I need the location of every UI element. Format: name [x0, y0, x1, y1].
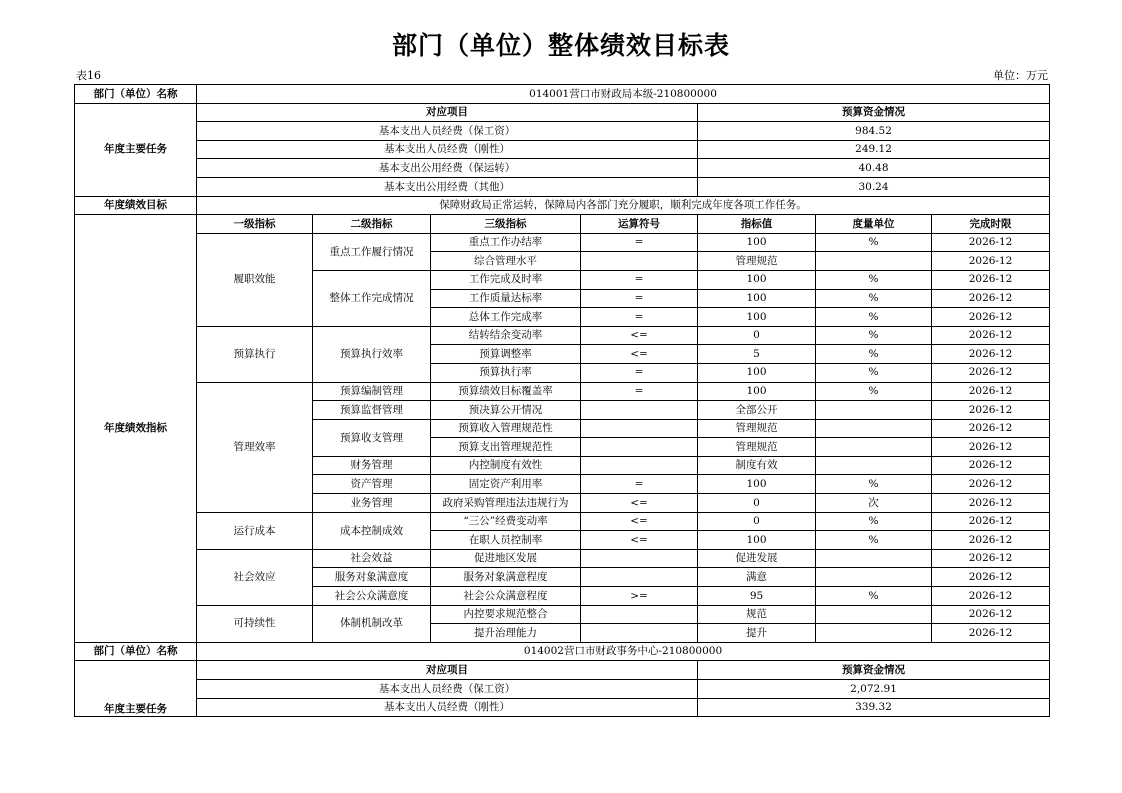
- deadline-cell: 2026-12: [932, 624, 1050, 643]
- tasks-label: 年度主要任务: [75, 661, 197, 717]
- task-amount: 30.24: [698, 177, 1050, 196]
- unit-cell: [816, 568, 932, 587]
- deadline-cell: 2026-12: [932, 549, 1050, 568]
- value-cell: 促进发展: [698, 549, 816, 568]
- task-row: [75, 159, 1050, 178]
- table-number: 表16: [76, 69, 101, 82]
- deadline-cell: 2026-12: [932, 512, 1050, 531]
- level3-cell: 工作质量达标率: [431, 289, 581, 308]
- unit-cell: [816, 401, 932, 420]
- unit-cell: %: [816, 512, 932, 531]
- value-cell: 95: [698, 587, 816, 606]
- indicators-label: 年度绩效指标: [75, 215, 197, 643]
- unit-cell: %: [816, 308, 932, 327]
- level2-cell: 预算执行效率: [313, 326, 431, 382]
- col-header-value: 指标值: [698, 215, 816, 234]
- indicator-row: [75, 549, 1050, 568]
- value-cell: 100: [698, 270, 816, 289]
- level1-cell: 运行成本: [197, 512, 313, 549]
- level3-cell: 总体工作完成率: [431, 308, 581, 327]
- operator-cell: [581, 605, 698, 624]
- level2-cell: 业务管理: [313, 494, 431, 513]
- dept-name: 014001营口市财政局本级-210800000: [197, 85, 1050, 104]
- col-header-unit: 度量单位: [816, 215, 932, 234]
- operator-cell: [581, 252, 698, 271]
- tasks-label: 年度主要任务: [75, 103, 197, 196]
- deadline-cell: 2026-12: [932, 363, 1050, 382]
- operator-cell: =: [581, 289, 698, 308]
- level2-cell: 资产管理: [313, 475, 431, 494]
- deadline-cell: 2026-12: [932, 252, 1050, 271]
- task-row: [75, 177, 1050, 196]
- operator-cell: <=: [581, 531, 698, 550]
- indicator-row: [75, 382, 1050, 401]
- level3-cell: 内控制度有效性: [431, 456, 581, 475]
- unit-cell: %: [816, 382, 932, 401]
- goal-text: 保障财政局正常运转，保障局内各部门充分履职，顺利完成年度各项工作任务。: [197, 196, 1050, 215]
- level3-cell: 预算绩效目标覆盖率: [431, 382, 581, 401]
- deadline-cell: 2026-12: [932, 401, 1050, 420]
- deadline-cell: 2026-12: [932, 382, 1050, 401]
- item-col-header: 对应项目: [197, 103, 698, 122]
- col-header-level1: 一级指标: [197, 215, 313, 234]
- value-cell: 5: [698, 345, 816, 364]
- unit-label: 单位：万元: [993, 69, 1048, 82]
- unit-cell: [816, 438, 932, 457]
- level2-cell: 社会公众满意度: [313, 587, 431, 606]
- level2-cell: 社会效益: [313, 549, 431, 568]
- level2-cell: 预算收支管理: [313, 419, 431, 456]
- item-col-header: 对应项目: [197, 661, 698, 680]
- level1-cell: 管理效率: [197, 382, 313, 512]
- level2-cell: 服务对象满意度: [313, 568, 431, 587]
- deadline-cell: 2026-12: [932, 289, 1050, 308]
- value-cell: 全部公开: [698, 401, 816, 420]
- operator-cell: [581, 568, 698, 587]
- value-cell: 管理规范: [698, 438, 816, 457]
- value-cell: 100: [698, 308, 816, 327]
- col-header-level3: 三级指标: [431, 215, 581, 234]
- task-item: 基本支出人员经费（刚性）: [197, 140, 698, 159]
- unit-cell: %: [816, 270, 932, 289]
- task-item: 基本支出人员经费（保工资）: [197, 680, 698, 699]
- indicator-row: [75, 326, 1050, 345]
- page-title: 部门（单位）整体绩效目标表: [391, 31, 730, 60]
- task-item: 基本支出公用经费（其他）: [197, 177, 698, 196]
- task-row: [75, 680, 1050, 699]
- deadline-cell: 2026-12: [932, 270, 1050, 289]
- level2-cell: 预算编制管理: [313, 382, 431, 401]
- operator-cell: =: [581, 270, 698, 289]
- task-amount: 339.32: [698, 698, 1050, 717]
- indicator-header-row: [75, 215, 1050, 234]
- task-amount: 249.12: [698, 140, 1050, 159]
- operator-cell: [581, 438, 698, 457]
- value-cell: 100: [698, 233, 816, 252]
- level3-cell: 内控要求规范整合: [431, 605, 581, 624]
- level3-cell: 预算执行率: [431, 363, 581, 382]
- task-header-row: [75, 661, 1050, 680]
- value-cell: 规范: [698, 605, 816, 624]
- operator-cell: <=: [581, 494, 698, 513]
- level3-cell: 提升治理能力: [431, 624, 581, 643]
- level3-cell: 服务对象满意程度: [431, 568, 581, 587]
- unit-cell: %: [816, 587, 932, 606]
- operator-cell: [581, 549, 698, 568]
- value-cell: 0: [698, 326, 816, 345]
- level2-cell: 重点工作履行情况: [313, 233, 431, 270]
- deadline-cell: 2026-12: [932, 456, 1050, 475]
- task-item: 基本支出人员经费（刚性）: [197, 698, 698, 717]
- value-cell: 100: [698, 531, 816, 550]
- operator-cell: =: [581, 382, 698, 401]
- value-cell: 满意: [698, 568, 816, 587]
- page-bottom-margin: [0, 752, 1122, 793]
- level3-cell: 工作完成及时率: [431, 270, 581, 289]
- operator-cell: <=: [581, 345, 698, 364]
- level3-cell: 预算收入管理规范性: [431, 419, 581, 438]
- indicator-row: [75, 233, 1050, 252]
- level2-cell: 财务管理: [313, 456, 431, 475]
- task-row: [75, 122, 1050, 141]
- value-cell: 0: [698, 512, 816, 531]
- dept-label: 部门（单位）名称: [75, 85, 197, 104]
- operator-cell: [581, 624, 698, 643]
- level3-cell: 社会公众满意程度: [431, 587, 581, 606]
- task-amount: 40.48: [698, 159, 1050, 178]
- operator-cell: [581, 401, 698, 420]
- indicator-row: [75, 605, 1050, 624]
- level3-cell: 预算支出管理规范性: [431, 438, 581, 457]
- unit-cell: [816, 605, 932, 624]
- unit-cell: [816, 624, 932, 643]
- unit-cell: [816, 456, 932, 475]
- operator-cell: =: [581, 475, 698, 494]
- unit-cell: [816, 252, 932, 271]
- value-cell: 管理规范: [698, 252, 816, 271]
- deadline-cell: 2026-12: [932, 438, 1050, 457]
- level1-cell: 预算执行: [197, 326, 313, 382]
- level2-cell: 成本控制成效: [313, 512, 431, 549]
- deadline-cell: 2026-12: [932, 233, 1050, 252]
- level2-cell: 体制机制改革: [313, 605, 431, 642]
- deadline-cell: 2026-12: [932, 531, 1050, 550]
- value-cell: 管理规范: [698, 419, 816, 438]
- col-header-operator: 运算符号: [581, 215, 698, 234]
- value-cell: 100: [698, 382, 816, 401]
- task-amount: 2,072.91: [698, 680, 1050, 699]
- level3-cell: 预算调整率: [431, 345, 581, 364]
- value-cell: 提升: [698, 624, 816, 643]
- deadline-cell: 2026-12: [932, 587, 1050, 606]
- indicator-row: [75, 512, 1050, 531]
- level3-cell: 综合管理水平: [431, 252, 581, 271]
- level3-cell: 重点工作办结率: [431, 233, 581, 252]
- operator-cell: >=: [581, 587, 698, 606]
- unit-cell: %: [816, 345, 932, 364]
- level3-cell: “三公”经费变动率: [431, 512, 581, 531]
- unit-cell: [816, 419, 932, 438]
- operator-cell: =: [581, 308, 698, 327]
- level3-cell: 政府采购管理违法违规行为: [431, 494, 581, 513]
- level3-cell: 结转结余变动率: [431, 326, 581, 345]
- level2-cell: 预算监督管理: [313, 401, 431, 420]
- col-header-level2: 二级指标: [313, 215, 431, 234]
- task-row: [75, 140, 1050, 159]
- level1-cell: 社会效应: [197, 549, 313, 605]
- unit-cell: %: [816, 475, 932, 494]
- level1-cell: 履职效能: [197, 233, 313, 326]
- goal-row: [75, 196, 1050, 215]
- budget-col-header: 预算资金情况: [698, 661, 1050, 680]
- task-item: 基本支出人员经费（保工资）: [197, 122, 698, 141]
- budget-col-header: 预算资金情况: [698, 103, 1050, 122]
- unit-cell: %: [816, 289, 932, 308]
- value-cell: 100: [698, 289, 816, 308]
- unit-cell: %: [816, 233, 932, 252]
- deadline-cell: 2026-12: [932, 494, 1050, 513]
- value-cell: 0: [698, 494, 816, 513]
- deadline-cell: 2026-12: [932, 308, 1050, 327]
- operator-cell: [581, 419, 698, 438]
- dept-row: [75, 642, 1050, 661]
- task-item: 基本支出公用经费（保运转）: [197, 159, 698, 178]
- operator-cell: =: [581, 363, 698, 382]
- deadline-cell: 2026-12: [932, 605, 1050, 624]
- dept-name: 014002营口市财政事务中心-210800000: [197, 642, 1050, 661]
- performance-target-table: [74, 84, 1050, 717]
- level3-cell: 在职人员控制率: [431, 531, 581, 550]
- level3-cell: 预决算公开情况: [431, 401, 581, 420]
- deadline-cell: 2026-12: [932, 419, 1050, 438]
- dept-label: 部门（单位）名称: [75, 642, 197, 661]
- col-header-deadline: 完成时限: [932, 215, 1050, 234]
- unit-cell: %: [816, 326, 932, 345]
- task-header-row: [75, 103, 1050, 122]
- unit-cell: [816, 549, 932, 568]
- value-cell: 100: [698, 363, 816, 382]
- dept-row: [75, 85, 1050, 104]
- unit-cell: 次: [816, 494, 932, 513]
- value-cell: 100: [698, 475, 816, 494]
- task-amount: 984.52: [698, 122, 1050, 141]
- deadline-cell: 2026-12: [932, 475, 1050, 494]
- deadline-cell: 2026-12: [932, 345, 1050, 364]
- level3-cell: 促进地区发展: [431, 549, 581, 568]
- operator-cell: <=: [581, 326, 698, 345]
- operator-cell: <=: [581, 512, 698, 531]
- unit-cell: %: [816, 363, 932, 382]
- deadline-cell: 2026-12: [932, 326, 1050, 345]
- level2-cell: 整体工作完成情况: [313, 270, 431, 326]
- value-cell: 制度有效: [698, 456, 816, 475]
- goal-label: 年度绩效目标: [75, 196, 197, 215]
- level1-cell: 可持续性: [197, 605, 313, 642]
- operator-cell: =: [581, 233, 698, 252]
- task-row: [75, 698, 1050, 717]
- unit-cell: %: [816, 531, 932, 550]
- operator-cell: [581, 456, 698, 475]
- level3-cell: 固定资产利用率: [431, 475, 581, 494]
- deadline-cell: 2026-12: [932, 568, 1050, 587]
